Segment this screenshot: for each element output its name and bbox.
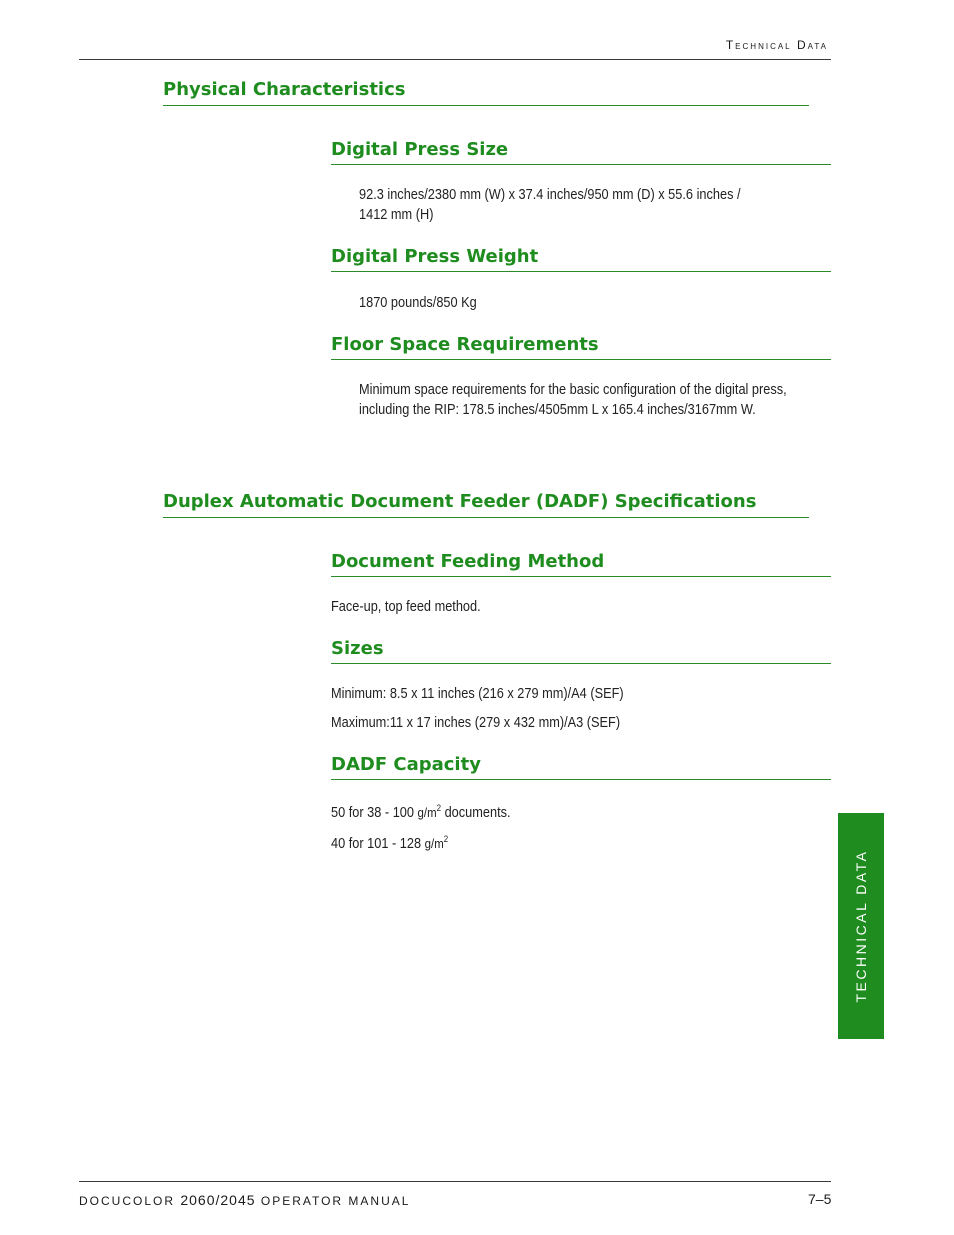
capacity-1-prefix: 50 for 38 - 100 — [331, 805, 418, 821]
sizes-maximum: Maximum:11 x 17 inches (279 x 432 mm)/A3 (SEF) — [331, 715, 621, 731]
sizes-minimum: Minimum: 8.5 x 11 inches (216 x 279 mm)/A4 (SEF) — [331, 686, 624, 702]
capacity-1-sup: 2 — [436, 803, 442, 814]
side-tab — [838, 813, 884, 1039]
running-head: Technical Data — [725, 38, 828, 52]
footer-rule — [79, 1181, 831, 1182]
subsection-title-size: Digital Press Size — [331, 139, 509, 160]
capacity-1-suffix: documents. — [441, 805, 511, 821]
subsection-rule-sizes — [331, 663, 831, 664]
floor-line-1: Minimum space requirements for the basic configuration of the digital press, — [359, 382, 787, 398]
capacity-2-unit: g/m — [424, 836, 444, 851]
floor-text — [359, 380, 834, 420]
section-title-physical: Physical Characteristics — [163, 79, 406, 100]
size-text — [359, 185, 817, 225]
subsection-rule-weight — [331, 271, 831, 272]
floor-line-2: including the RIP: 178.5 inches/4505mm L x 165.4 inches/3167mm W. — [359, 402, 756, 418]
footer-title — [79, 1192, 410, 1208]
page-number: 7–5 — [808, 1191, 832, 1207]
subsection-rule-floor — [331, 359, 831, 360]
capacity-2-prefix: 40 for 101 - 128 — [331, 836, 425, 852]
capacity-line-1 — [331, 803, 511, 823]
subsection-rule-capacity — [331, 779, 831, 780]
capacity-1-unit: g/m — [417, 805, 437, 820]
footer-brand: DOCUCOLOR — [79, 1194, 181, 1208]
section-rule-physical — [163, 105, 809, 106]
section-title-dadf: Duplex Automatic Document Feeder (DADF) Specifications — [163, 491, 757, 512]
capacity-line-2 — [331, 834, 448, 854]
feeding-text: Face-up, top feed method. — [331, 599, 481, 615]
subsection-title-sizes: Sizes — [331, 638, 384, 659]
footer-manual: OPERATOR MANUAL — [255, 1194, 411, 1208]
section-rule-dadf — [163, 517, 809, 518]
header-rule — [79, 59, 831, 60]
size-line-1: 92.3 inches/2380 mm (W) x 37.4 inches/950 mm (D) x 55.6 inches / — [359, 187, 741, 203]
subsection-title-capacity: DADF Capacity — [331, 754, 481, 775]
weight-text: 1870 pounds/850 Kg — [359, 295, 477, 311]
subsection-title-floor: Floor Space Requirements — [331, 334, 599, 355]
side-tab-label: TECHNICAL DATA — [853, 849, 869, 1003]
subsection-rule-feeding — [331, 576, 831, 577]
subsection-title-feeding: Document Feeding Method — [331, 551, 605, 572]
size-line-2: 1412 mm (H) — [359, 207, 434, 223]
subsection-rule-size — [331, 164, 831, 165]
footer-model: 2060/2045 — [180, 1192, 256, 1208]
capacity-2-sup: 2 — [443, 834, 449, 845]
subsection-title-weight: Digital Press Weight — [331, 246, 539, 267]
